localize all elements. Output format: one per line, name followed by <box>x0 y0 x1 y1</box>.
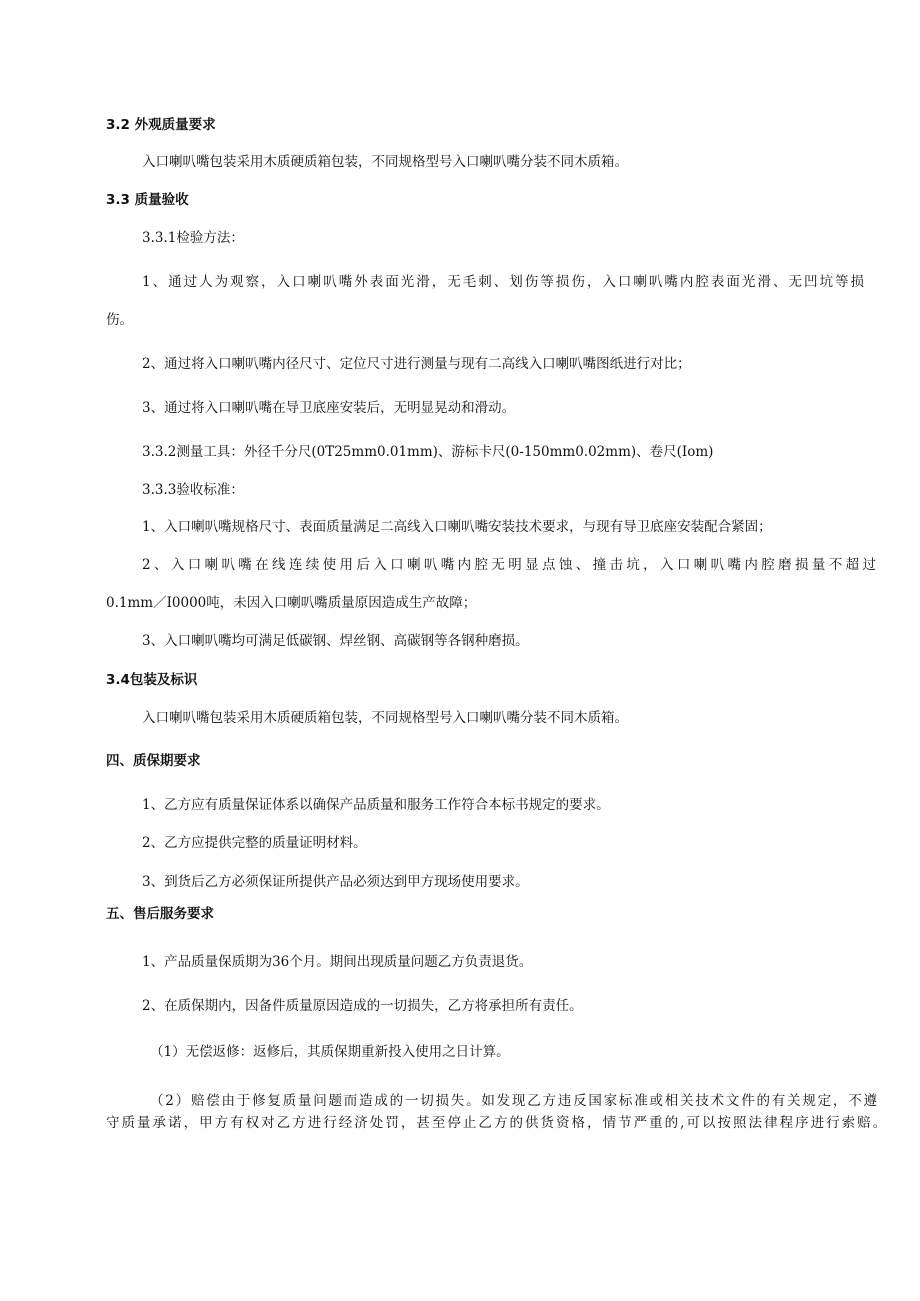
acceptance-item-2: 2、入口喇叭嘴在线连续使用后入口喇叭嘴内腔无明显点蚀、撞击坑，入口喇叭嘴内腔磨损量不超过 <box>142 557 876 573</box>
heading-3-3: 3.3 质量验收 <box>106 192 189 208</box>
warranty-item-3: 3、到货后乙方必须保证所提供产品必须达到甲方现场使用要求。 <box>142 874 529 890</box>
warranty-item-1: 1、乙方应有质量保证体系以确保产品质量和服务工作符合本标书规定的要求。 <box>142 797 610 813</box>
acceptance-item-3: 3、入口喇叭嘴均可满足低碳钢、焊丝钢、高碳钢等各钢种磨损。 <box>142 633 529 649</box>
acceptance-item-2-cont: 0.1mm／I0000吨，未因入口喇叭嘴质量原因造成生产故障； <box>106 595 477 611</box>
service-sub-2: （2）赔偿由于修复质量问题而造成的一切损失。如发现乙方违反国家标准或相关技术文件的有关规定，不遵 <box>150 1093 877 1109</box>
service-item-1: 1、产品质量保质期为36个月。期间出现质量问题乙方负责退货。 <box>142 954 533 970</box>
method-item-2: 2、通过将入口喇叭嘴内径尺寸、定位尺寸进行测量与现有二高线入口喇叭嘴图纸进行对比； <box>142 356 691 372</box>
para-3-2: 入口喇叭嘴包装采用木质硬质箱包装，不同规格型号入口喇叭嘴分装不同木质箱。 <box>142 154 628 170</box>
service-item-2: 2、在质保期内，因备件质量原因造成的一切损失，乙方将承担所有责任。 <box>142 998 583 1014</box>
subheading-3-3-1: 3.3.1检验方法： <box>142 230 244 246</box>
para-3-4: 入口喇叭嘴包装采用木质硬质箱包装，不同规格型号入口喇叭嘴分装不同木质箱。 <box>142 710 628 726</box>
service-sub-1: （1）无偿返修：返修后，其质保期重新投入使用之日计算。 <box>150 1044 510 1060</box>
heading-section-4: 四、质保期要求 <box>106 753 201 769</box>
method-item-3: 3、通过将入口喇叭嘴在导卫底座安装后，无明显晃动和滑动。 <box>142 400 516 416</box>
acceptance-item-1: 1、入口喇叭嘴规格尺寸、表面质量满足二高线入口喇叭嘴安装技术要求，与现有导卫底座安装配合紧固； <box>142 519 772 535</box>
heading-3-2: 3.2 外观质量要求 <box>106 117 216 133</box>
method-item-1-cont: 伤。 <box>106 312 133 328</box>
method-item-1: 1、通过人为观察，入口喇叭嘴外表面光滑，无毛刺、划伤等损伤，入口喇叭嘴内腔表面光滑、无凹坑等损 <box>142 274 864 290</box>
heading-section-5: 五、售后服务要求 <box>106 906 214 922</box>
service-sub-2-cont: 守质量承诺，甲方有权对乙方进行经济处罚，甚至停止乙方的供货资格，情节严重的,可以按照法律程序进行索赔。 <box>106 1115 886 1131</box>
subheading-3-3-3: 3.3.3验收标准： <box>142 482 244 498</box>
warranty-item-2: 2、乙方应提供完整的质量证明材料。 <box>142 835 367 851</box>
subheading-3-3-2: 3.3.2测量工具：外径千分尺(0T25mm0.01mm)、游标卡尺(0-150mm0.02mm)、卷尺(Iom) <box>142 444 714 460</box>
heading-3-4: 3.4包装及标识 <box>106 672 198 688</box>
